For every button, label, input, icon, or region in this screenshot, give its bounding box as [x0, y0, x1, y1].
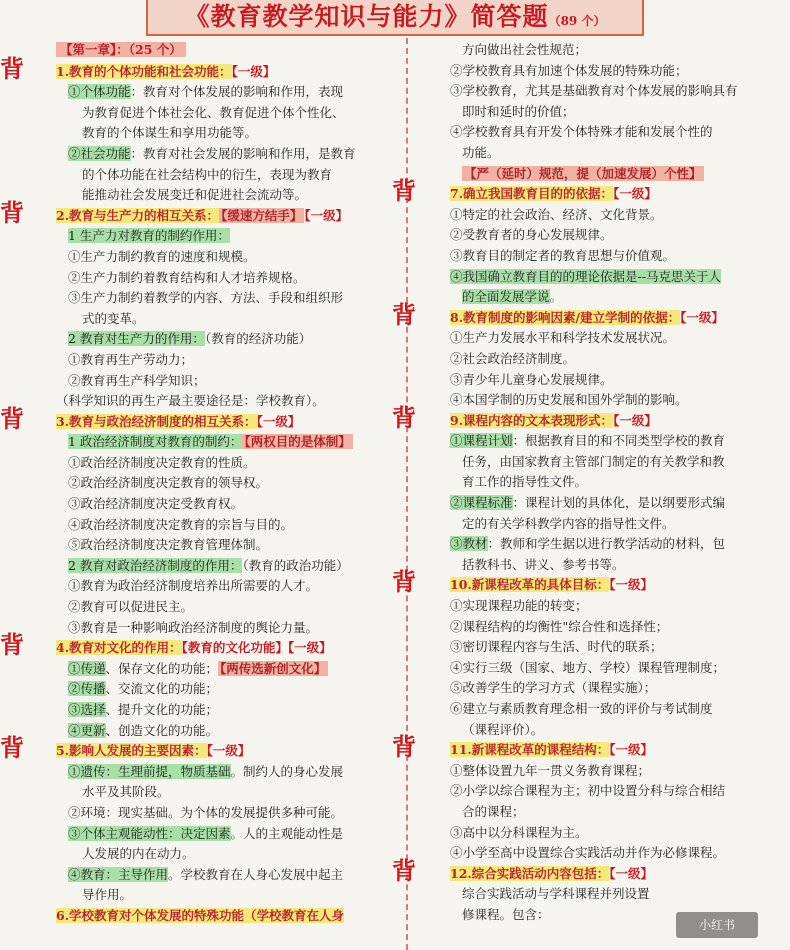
answer-text: ③政治经济制度决定受教育权。: [68, 496, 244, 512]
answer-line: [420, 246, 766, 267]
memorize-mark: 背: [392, 177, 416, 206]
answer-text: ②受教育者的身心发展规律。: [450, 227, 613, 243]
memorize-mark: 背: [0, 734, 24, 763]
answer-text: ①特定的社会政治、经济、文化背景。: [450, 206, 663, 222]
title-banner: [146, 0, 644, 36]
answer-text: ③高中以分科课程为主。: [450, 824, 588, 840]
answer-text: ①整体设置九年一贯义务教育课程；: [450, 762, 651, 778]
answer-line: [26, 350, 398, 371]
question-title: 1.教育的个体功能和社会功能：: [56, 63, 232, 79]
memorize-mark: 背: [392, 568, 416, 597]
highlighted-term: ①个体功能: [68, 84, 131, 100]
answer-text: ：课程计划的具体化，是以纲要形式编: [512, 495, 726, 511]
answer-line: [420, 370, 766, 391]
answer-line: [420, 534, 766, 555]
level-tag: 【一级】: [609, 865, 654, 881]
answer-text: （教育的经济功能）: [204, 331, 312, 347]
watermark: 小红书: [676, 912, 758, 938]
highlighted-term: ①遗传：生理前提，物质基础: [68, 763, 231, 779]
answer-text: ：教师和学生据以进行教学活动的材料，包: [487, 536, 726, 552]
answer-line: [26, 185, 398, 206]
answer-line: [420, 328, 766, 349]
answer-text: ②社会政治经济制度。: [450, 350, 576, 366]
mnemonic-tag: 【严（延时）规范，提（加速发展）个性】: [464, 165, 702, 181]
answer-line: [420, 823, 766, 844]
answer-line: [26, 865, 398, 886]
memorize-mark: 背: [392, 403, 416, 432]
answer-text: ④本国学制的历史发展和国外学制的影响。: [450, 392, 688, 408]
question-heading: [392, 733, 766, 762]
answer-line: [420, 596, 766, 617]
highlighted-term: 2 教育对政治经济制度的作用：: [68, 557, 243, 573]
question-heading: [0, 404, 398, 433]
chapter-label-row: [26, 40, 398, 61]
answer-text: 方向做出社会性规范；: [462, 42, 588, 57]
answer-text: 、保存文化的功能；: [105, 660, 219, 676]
answer-line: [420, 637, 766, 658]
answer-text: ①教育再生产劳动力；: [68, 351, 194, 367]
answer-text: （科学知识的再生产最主要途径是：学校教育）。: [56, 393, 325, 409]
question-title: 2.教育与生产力的相互关系：: [56, 207, 220, 223]
answer-line: [26, 473, 398, 494]
answer-text: ①生产力发展水平和科学技术发展状况。: [450, 330, 676, 346]
chapter-label: 【第一章】：（25 个）: [56, 42, 186, 57]
answer-line: [26, 679, 398, 700]
question-title: 3.教育与政治经济制度的相互关系：: [56, 413, 257, 429]
highlighted-term: ①传递: [68, 660, 106, 676]
answer-text: ④政治经济制度决定教育的宗旨与目的。: [68, 516, 294, 532]
answer-line: [420, 205, 766, 226]
answer-text: ③密切课程内容与生活、时代的联系；: [450, 639, 663, 655]
memorize-mark: 背: [0, 198, 24, 227]
answer-line: [420, 699, 766, 720]
question-count: （89 个）: [548, 14, 606, 28]
column-divider: [406, 38, 408, 950]
question-title: 8.教育制度的影响因素/建立学制的依据：: [450, 309, 681, 325]
answer-text: ③教育是一种影响政治经济制度的舆论力量。: [68, 619, 319, 635]
answer-text: ：教育对个体发展的影响和作用，表现: [130, 84, 344, 100]
memorize-mark: 背: [0, 631, 24, 660]
answer-text: 。制约人的身心发展: [230, 763, 344, 779]
answer-line: [26, 659, 398, 680]
level-tag: 【一级】: [609, 742, 654, 758]
answer-text: ③青少年儿童身心发展规律。: [450, 371, 613, 387]
memorize-mark: 背: [392, 300, 416, 329]
mnemonic-tag: 【缓速方结手】: [221, 207, 303, 223]
answer-line: [26, 885, 398, 906]
answer-line: [420, 267, 766, 288]
answer-text: （教育的政治功能）: [242, 557, 349, 573]
answer-line: [26, 123, 398, 144]
answer-line: [420, 514, 766, 535]
answer-line: [26, 309, 398, 330]
answer-line: [26, 700, 398, 721]
answer-text: ①教育为政治经济制度培养出所需要的人才。: [68, 578, 319, 594]
answer-line: [420, 678, 766, 699]
answer-text: 为教育促进个体社会化、教育促进个体个性化、: [82, 104, 345, 120]
question-heading: [0, 734, 398, 763]
question-heading: [392, 177, 766, 206]
answer-line: [420, 493, 766, 514]
answer-line: [26, 803, 398, 824]
answer-text: 即时和延时的价值；: [462, 103, 575, 119]
level-tag: 【一级】: [256, 413, 301, 429]
answer-line: [26, 453, 398, 474]
question-title: 4.教育对文化的作用：: [56, 640, 182, 656]
answer-line: [26, 721, 398, 742]
level-tag: 【一级】: [609, 577, 654, 593]
answer-text: 的个体功能在社会结构中的衍生，表现为教育: [82, 166, 333, 182]
highlighted-term: 1 政治经济制度对教育的制约：: [68, 434, 243, 450]
answer-line: [420, 843, 766, 864]
mnemonic-tag: 【两传选新创文化】: [220, 660, 327, 676]
answer-line: [420, 781, 766, 802]
answer-line: [420, 122, 766, 143]
answer-text: 育工作的指导性文件。: [462, 474, 588, 490]
answer-text: ③生产力制约着教学的内容、方法、手段和组织形: [68, 290, 344, 306]
answer-text: 合的课程；: [462, 803, 525, 819]
answer-line: [26, 226, 398, 247]
level-tag: 【一级】: [304, 207, 349, 223]
level-tag: 【一级】: [206, 743, 251, 759]
answer-text: 。学校教育在人身心发展中起主: [168, 866, 344, 882]
answer-line: [420, 40, 766, 61]
level-tag: 【一级】: [231, 63, 276, 79]
answer-text: ②生产力制约着教育结构和人才培养规格。: [68, 269, 306, 285]
level-tag: 【一级】: [613, 186, 657, 202]
answer-line: [420, 884, 766, 905]
answer-line: [26, 288, 398, 309]
answer-text: 。人的主观能动性是: [230, 825, 344, 841]
answer-line: [420, 225, 766, 246]
answer-text: 、交流文化的功能；: [105, 681, 219, 697]
answer-line: [420, 102, 766, 123]
answer-line: [420, 431, 766, 452]
answer-text: ④小学至高中设置综合实践活动并作为必修课程。: [450, 845, 726, 861]
answer-text: ②学校教育具有加速个体发展的特殊功能；: [450, 62, 688, 78]
answer-text: 式的变革。: [82, 310, 145, 326]
answer-text: ①政治经济制度决定教育的性质。: [68, 454, 256, 470]
answer-line: [420, 658, 766, 679]
left-column: [0, 40, 398, 927]
answer-text: 教育的个体谋生和享用功能等。: [82, 125, 258, 141]
answer-text: ⑤改善学生的学习方式（课程实施）；: [450, 680, 657, 696]
highlighted-term: ①课程计划: [450, 433, 513, 449]
question-heading: [392, 568, 766, 597]
answer-text: ⑥建立与素质教育理念相一致的评价与考试制度: [450, 701, 713, 716]
answer-text: ②环境：现实基础。为个体的发展提供多种可能。: [68, 804, 344, 820]
memorize-mark: 背: [392, 733, 416, 762]
answer-text: ①实现课程功能的转变；: [450, 598, 588, 614]
answer-text: 。: [549, 289, 563, 305]
highlighted-term: ④我国确立教育目的的理论依据是--马克思关于人: [450, 268, 721, 284]
answer-line: [26, 556, 398, 577]
level-tag: 【一级】: [613, 412, 657, 428]
question-title: 12.综合实践活动内容包括：: [450, 865, 610, 881]
answer-line: [420, 81, 766, 102]
answer-line: [26, 82, 398, 103]
answer-text: 修课程。包含：: [462, 906, 550, 922]
answer-line: [26, 103, 398, 124]
answer-line: [26, 165, 398, 186]
highlighted-term: ③个体主观能动性：决定因素: [68, 825, 231, 841]
answer-text: ③学校教育，尤其是基础教育对个体发展的影响具有: [450, 83, 738, 99]
answer-line: [420, 720, 766, 741]
answer-line: [26, 371, 398, 392]
answer-line: [26, 576, 398, 597]
answer-text: ②课程结构的均衡性"综合性和选择性；: [450, 618, 669, 634]
answer-line: [420, 452, 766, 473]
answer-text: 人发展的内在动力。: [82, 846, 195, 862]
question-heading: [392, 856, 766, 885]
answer-text: ①生产力制约教育的速度和规模。: [68, 248, 256, 264]
question-title: 11.新课程改革的课程结构：: [450, 742, 610, 758]
right-column: [392, 40, 766, 926]
answer-line: [420, 761, 766, 782]
answer-line: [420, 349, 766, 370]
mnemonic-tag: 【两权目的是体制】: [244, 434, 351, 450]
answer-text: ：教育对社会发展的影响和作用，是教育: [130, 145, 356, 161]
highlighted-term: ③教材: [450, 536, 488, 552]
answer-text: 、提升文化的功能；: [105, 702, 219, 717]
answer-text: 、创造文化的功能。: [105, 722, 219, 738]
answer-text: ：根据教育目的和不同类型学校的教育: [512, 433, 726, 449]
highlighted-term: ②课程标准: [450, 495, 513, 511]
answer-line: [420, 61, 766, 82]
answer-text: 导作用。: [82, 887, 133, 903]
question-title: 10.新课程改革的具体目标：: [450, 577, 610, 593]
answer-line: [420, 555, 766, 576]
document-title: 《教育教学知识与能力》简答题: [184, 2, 549, 31]
answer-text: ⑤政治经济制度决定教育管理体制。: [68, 537, 269, 553]
answer-line: [26, 494, 398, 515]
answer-line: [26, 535, 398, 556]
answer-text: ④学校教育具有开发个体特殊才能和发展个性的: [450, 124, 713, 140]
question-heading: [26, 906, 398, 927]
answer-text: ②小学以综合课程为主；初中设置分科与综合相结: [450, 783, 726, 799]
question-heading: [0, 198, 398, 227]
memorize-mark: 背: [0, 404, 24, 433]
answer-line: [26, 824, 398, 845]
answer-line: [420, 390, 766, 411]
highlighted-term: 2 教育对生产力的作用：: [68, 331, 205, 347]
question-title: 5.影响人发展的主要因素：: [56, 743, 207, 759]
answer-line: [26, 391, 398, 412]
question-title: 9.课程内容的文本表现形式：: [450, 412, 614, 428]
question-title: 7.确立我国教育目的的依据：: [450, 186, 614, 202]
answer-line: [26, 432, 398, 453]
answer-text: ②政治经济制度决定教育的领导权。: [68, 475, 269, 491]
answer-line: [26, 247, 398, 268]
answer-text: 任务，由国家教育主管部门制定的有关教学和教: [462, 453, 725, 469]
highlighted-term: ③选择: [68, 702, 106, 717]
answer-text: 能推动社会发展变迁和促进社会流动等。: [82, 187, 308, 203]
answer-line: [26, 844, 398, 865]
question-heading: [0, 631, 398, 660]
answer-line: [420, 143, 766, 164]
answer-text: ②教育再生产科学知识；: [68, 372, 206, 388]
answer-line: [26, 515, 398, 536]
answer-text: 水平及其阶段。: [82, 784, 170, 800]
answer-line: [26, 144, 398, 165]
answer-text: ③教育目的制定者的教育思想与价值观。: [450, 247, 676, 263]
answer-line: [26, 762, 398, 783]
highlighted-term: ④更新: [68, 722, 106, 738]
question-heading: [392, 300, 766, 329]
highlighted-term: ④教育：主导作用: [68, 866, 169, 882]
level-tag: 【一级】: [680, 309, 724, 325]
answer-line: [420, 617, 766, 638]
highlighted-term: ②传播: [68, 681, 106, 697]
highlighted-term: 1 生产力对教育的制约作用：: [68, 228, 230, 244]
answer-line: [420, 287, 766, 308]
highlighted-term: 的全面发展学说: [462, 289, 550, 305]
answer-line: [26, 329, 398, 350]
answer-line: [420, 472, 766, 493]
memorize-mark: 背: [0, 54, 24, 83]
level-tag: 【教育的文化功能】【一级】: [181, 640, 332, 656]
answer-text: 综合实践活动与学科课程并列设置: [462, 886, 650, 902]
question-heading: [0, 54, 398, 83]
memorize-mark: 背: [392, 856, 416, 885]
answer-text: ④实行三级（国家、地方、学校）课程管理制度；: [450, 659, 726, 675]
answer-line: [26, 268, 398, 289]
answer-line: [26, 782, 398, 803]
answer-text: 功能。: [462, 144, 500, 160]
highlighted-term: ②社会功能: [68, 145, 131, 161]
answer-line: [26, 618, 398, 639]
answer-text: 括教科书、讲义、参考书等。: [462, 556, 625, 572]
answer-text: ②教育可以促进民主。: [68, 599, 194, 615]
answer-line: [420, 164, 766, 185]
answer-text: （课程评价）。: [462, 721, 544, 737]
answer-line: [26, 597, 398, 618]
question-heading: [392, 403, 766, 432]
question-title: 6.学校教育对个体发展的特殊功能（学校教育在人身: [56, 907, 345, 923]
answer-text: 定的有关学科教学内容的指导性文件。: [462, 515, 675, 531]
answer-line: [420, 802, 766, 823]
